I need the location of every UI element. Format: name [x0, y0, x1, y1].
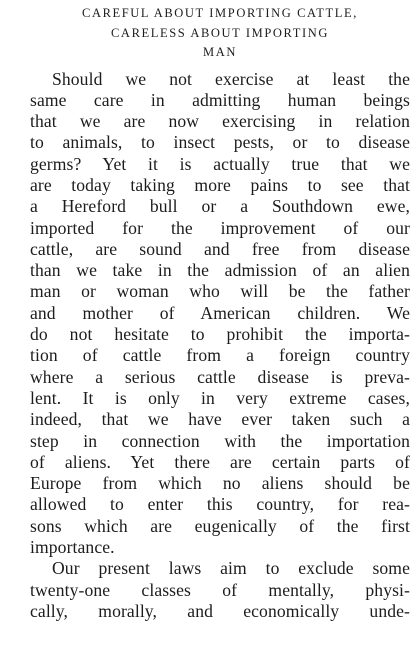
text-line: step in connection with the importation: [30, 430, 410, 451]
text-line: Should we not exercise at least the: [52, 68, 410, 89]
text-line: where a serious cattle disease is preva-: [30, 366, 410, 387]
text-line: indeed, that we have ever taken such a: [30, 409, 410, 430]
text-line: a Hereford bull or a Southdown ewe,: [30, 196, 410, 217]
text-line: Our present laws aim to exclude some: [52, 558, 410, 579]
article: [30, 4, 410, 622]
text-line: to animals, to insect pests, or to disease: [30, 132, 410, 153]
text-line: man or woman who will be the father: [30, 281, 410, 302]
text-line: germs? Yet it is actually true that we: [30, 153, 410, 174]
text-line: importance.: [30, 537, 115, 558]
article-heading: [30, 4, 410, 63]
heading-line-2: CARELESS ABOUT IMPORTING: [111, 25, 329, 40]
text-line: cattle, are sound and free from disease: [30, 238, 410, 259]
text-line: tion of cattle from a foreign country: [30, 345, 410, 366]
text-line: lent. It is only in very extreme cases,: [30, 387, 410, 408]
text-line: sons which are eugenically of the first: [30, 515, 410, 536]
text-line: allowed to enter this country, for rea-: [30, 494, 410, 515]
heading-line-1: CAREFUL ABOUT IMPORTING CATTLE,: [82, 6, 358, 20]
paragraph-1: [30, 69, 410, 559]
heading-line-3: MAN: [203, 45, 237, 59]
text-line: imported for the improvement of our: [30, 217, 410, 238]
text-line: of aliens. Yet there are certain parts of: [30, 451, 410, 472]
text-line: twenty-one classes of mentally, physi-: [30, 579, 410, 600]
text-line: and mother of American children. We: [30, 302, 410, 323]
text-line: do not hesitate to prohibit the importa-: [30, 324, 410, 345]
text-line: are today taking more pains to see that: [30, 174, 410, 195]
paragraph-2: [30, 558, 410, 622]
text-line: same care in admitting human beings: [30, 89, 410, 110]
text-line: Europe from which no aliens should be: [30, 473, 410, 494]
text-line: than we take in the admission of an alien: [30, 260, 410, 281]
text-line: cally, morally, and economically unde-: [30, 600, 410, 621]
text-line: that we are now exercising in relation: [30, 111, 410, 132]
